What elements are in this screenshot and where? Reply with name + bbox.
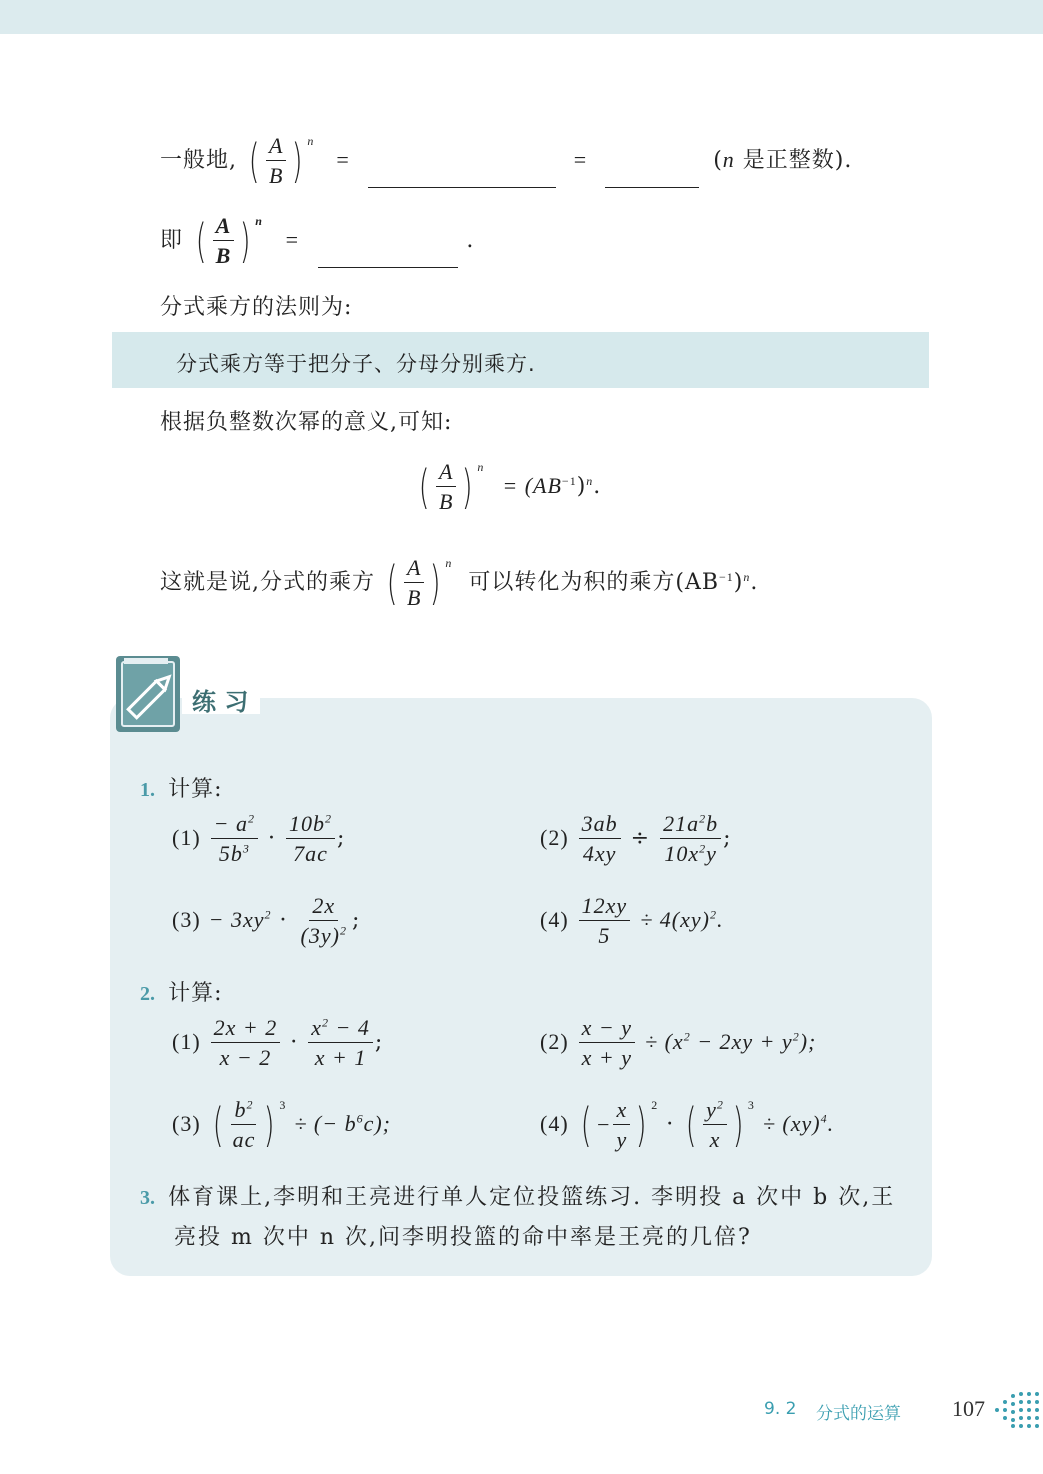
q2-part4: (4) ( − $\frac{x}{y}$ ) $^2$ · ( $\frac{y^2}{x}$ ) $^3$ ÷ (xy)$^4$. xyxy=(540,1097,835,1153)
q1-part1: (1) $\frac{- a^2}{5b^3}$ · $\frac{10b^2}{7ac}$ ; xyxy=(172,811,346,867)
q3-line2: 亮投 m 次中 n 次,问李明投篮的命中率是王亮的几倍? xyxy=(174,1225,752,1250)
q2-part1: (1) $\frac{2x + 2}{x - 2}$ · $\frac{x^2 - 4}{x + 1}$ ; xyxy=(172,1015,384,1071)
line1-suffix: 是正整数). xyxy=(742,148,853,174)
page-number: 107 xyxy=(952,1396,985,1421)
q3: 3. 体育课上,李明和王亮进行单人定位投篮练习. 李明投 a 次中 b 次,王 xyxy=(140,1185,896,1210)
practice-title: 练 习 xyxy=(192,688,249,716)
blank-3[interactable] xyxy=(318,245,458,268)
q2-part3: (3) ( $\frac{b^2}{ac}$ ) $^3$ ÷ (− $b^6c$); xyxy=(172,1097,391,1153)
q1-part3: $(3) - 3xy^2$ · $\frac{2x}{(3y)^2}$ ; xyxy=(172,893,361,949)
q1-part4: (4) $\frac{12xy}{5}$ ÷ 4(xy)$^2$. xyxy=(540,893,724,949)
blank-2[interactable] xyxy=(605,165,699,188)
footer-section: 9. 2 xyxy=(764,1399,797,1419)
conclusion-line: 这就是说,分式的乘方 ( $\frac{A}{B}$ ) $^n$ 可以转化为积的乘方$(AB^{-1})^n$. xyxy=(160,555,759,611)
footer-title: 分式的运算 xyxy=(816,1404,901,1424)
q2-header: 2. 计算: xyxy=(140,981,223,1006)
top-band xyxy=(0,0,1043,34)
centered-formula: ( $\frac{A}{B}$ ) $^n = (AB^{-1})^n$. xyxy=(418,459,602,515)
pencil-notebook-icon xyxy=(114,654,182,734)
fraction-A-over-B: ( $\frac{A}{B}$ ) xyxy=(248,133,304,189)
blank-1[interactable] xyxy=(368,165,556,188)
q1-header: 1. 计算: xyxy=(140,777,223,802)
rule-text: 分式乘方等于把分子、分母分别乘方. xyxy=(176,352,536,376)
dot-grid-icon xyxy=(993,1390,1041,1430)
fraction-A-over-B-bold: ( $\frac{A}{B}$ ) xyxy=(195,213,252,269)
q1-part2: (2) $\frac{3ab}{4xy}$ ÷ $\frac{21a^2b}{10x^2y}$ ; xyxy=(540,811,732,867)
line1-prefix: 一般地, xyxy=(160,148,237,174)
q2-part2: (2) $\frac{x - y}{x + y}$ ÷ $(x^2 - 2xy + y^2)$; xyxy=(540,1015,817,1071)
neg-intro: 根据负整数次幂的意义,可知: xyxy=(160,410,453,435)
general-formula-line: 一般地, ( $\frac{A}{B}$ ) $^n$ = = (n 是正整数). xyxy=(160,133,853,189)
rule-intro: 分式乘方的法则为: xyxy=(160,295,353,320)
jiji-line: 即 ( $\frac{A}{B}$ ) $^n$ = . xyxy=(160,213,475,269)
